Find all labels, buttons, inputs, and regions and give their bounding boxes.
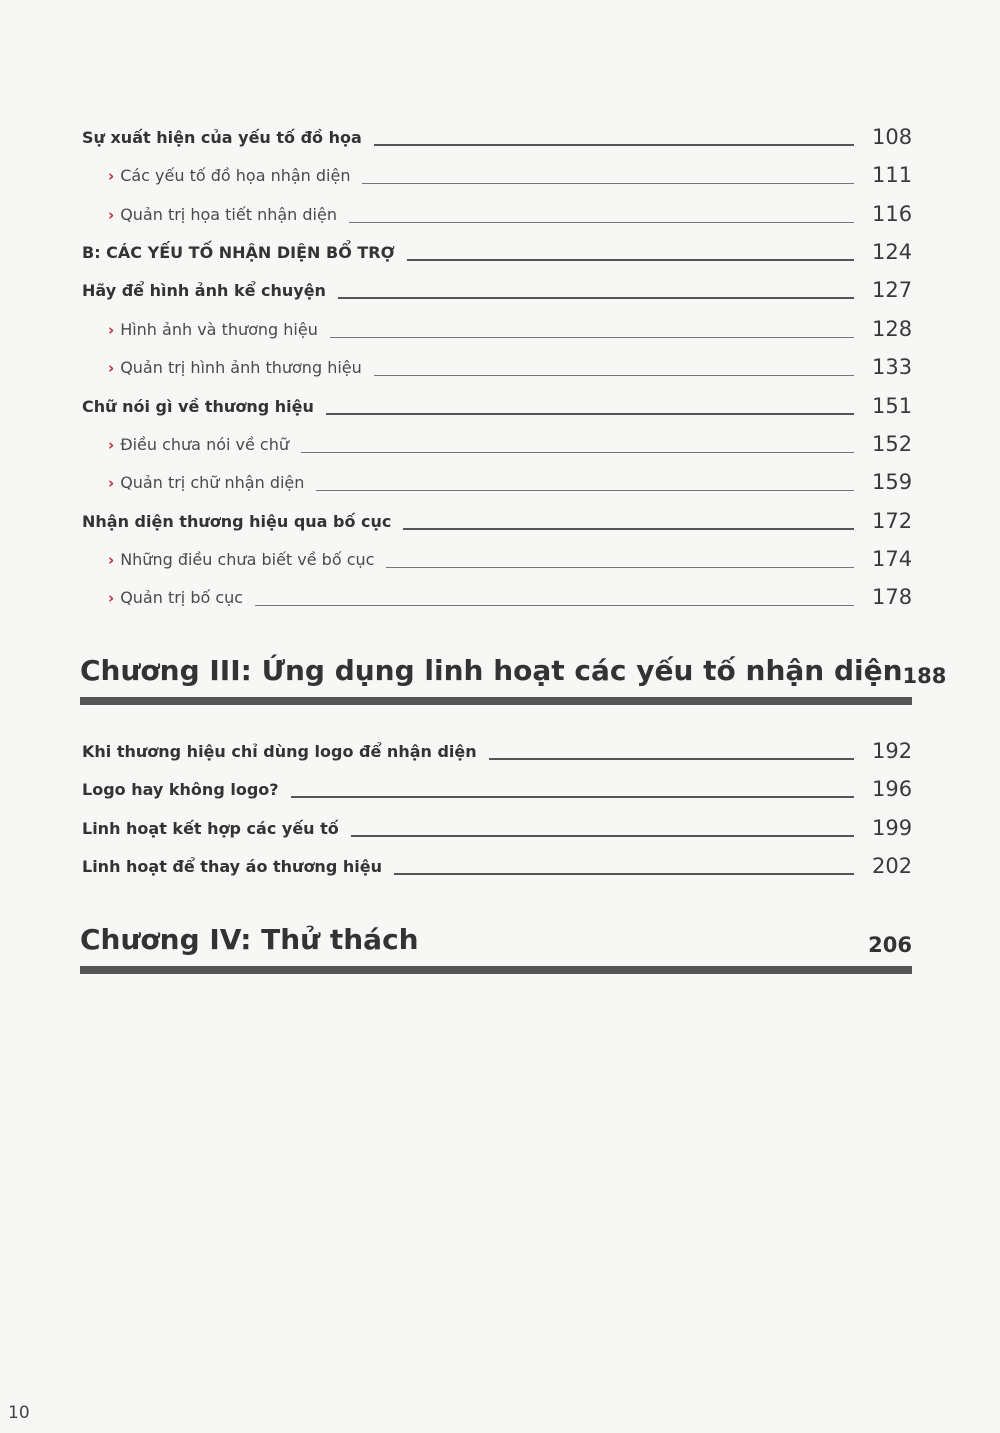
toc-entry[interactable] [82, 847, 912, 877]
toc-entry[interactable] [82, 732, 912, 762]
chapter-page: 206 [868, 933, 912, 957]
leader-line [291, 796, 854, 798]
leader-line [403, 528, 854, 530]
toc-entry-page: 124 [872, 240, 913, 264]
leader-line [316, 490, 854, 491]
toc-subentry[interactable] [108, 540, 912, 570]
toc-entry-label: Điều chưa nói về chữ [120, 435, 290, 454]
toc-entry-page: 178 [872, 585, 913, 609]
leader-line [349, 222, 854, 223]
chevron-right-icon: › [108, 359, 115, 377]
leader-line [326, 413, 854, 415]
toc-entry-label: Sự xuất hiện của yếu tố đồ họa [82, 128, 362, 147]
toc-section-entry[interactable] [82, 233, 912, 263]
toc-subentry[interactable] [108, 348, 912, 378]
toc-entry-label: B: CÁC YẾU TỐ NHẬN DIỆN BỔ TRỢ [82, 243, 395, 262]
chevron-right-icon: › [108, 321, 115, 339]
toc-entry-page: 174 [872, 547, 913, 571]
chevron-right-icon: › [108, 206, 115, 224]
toc-entry-label: Khi thương hiệu chỉ dùng logo để nhận diện [82, 742, 477, 761]
toc-subentry[interactable] [108, 425, 912, 455]
toc-subentry[interactable] [108, 463, 912, 493]
toc-entry-label: Các yếu tố đồ họa nhận diện [120, 166, 351, 185]
chapter-heading[interactable] [80, 648, 947, 688]
toc-entry-label: Logo hay không logo? [82, 780, 279, 799]
chevron-right-icon: › [108, 167, 115, 185]
toc-entry-page: 152 [872, 432, 913, 456]
toc-entry-page: 127 [872, 278, 913, 302]
toc-subentry[interactable] [108, 310, 912, 340]
toc-subentry[interactable] [108, 578, 912, 608]
page-number: 10 [8, 1403, 30, 1423]
toc-entry-label: Linh hoạt kết hợp các yếu tố [82, 819, 339, 838]
chevron-right-icon: › [108, 589, 115, 607]
toc-entry[interactable] [82, 502, 912, 532]
chapter-heading[interactable] [80, 917, 912, 957]
leader-line [386, 567, 854, 568]
chapter-title: Chương III: Ứng dụng linh hoạt các yếu tố nhận diện [80, 654, 903, 687]
toc-entry-label: Linh hoạt để thay áo thương hiệu [82, 857, 382, 876]
toc-entry[interactable] [82, 809, 912, 839]
leader-line [489, 758, 854, 760]
toc-entry-page: 172 [872, 509, 913, 533]
toc-entry-page: 159 [872, 470, 913, 494]
toc-entry-label: Chữ nói gì về thương hiệu [82, 397, 314, 416]
toc-entry-page: 111 [872, 163, 913, 187]
chapter-page: 188 [902, 664, 947, 688]
toc-entry-page: 108 [872, 125, 913, 149]
leader-line [362, 183, 854, 184]
toc-subentry[interactable] [108, 195, 912, 225]
leader-line [255, 605, 854, 606]
toc-entry[interactable] [82, 118, 912, 148]
leader-line [407, 259, 854, 261]
toc-entry-label: Nhận diện thương hiệu qua bố cục [82, 512, 392, 531]
toc-entry-label: Hình ảnh và thương hiệu [120, 320, 318, 339]
toc-entry-page: 128 [872, 317, 913, 341]
toc-entry-label: Những điều chưa biết về bố cục [120, 550, 375, 569]
leader-line [330, 337, 854, 338]
leader-line [338, 297, 854, 299]
toc-entry-page: 202 [872, 854, 913, 878]
leader-line [351, 835, 854, 837]
chevron-right-icon: › [108, 474, 115, 492]
leader-line [374, 144, 854, 146]
leader-line [374, 375, 854, 376]
toc-entry-label: Quản trị bố cục [120, 588, 244, 607]
chapter-divider [80, 966, 912, 974]
toc-entry[interactable] [82, 770, 912, 800]
chevron-right-icon: › [108, 436, 115, 454]
toc-entry-label: Quản trị hình ảnh thương hiệu [120, 358, 362, 377]
toc-entry-page: 196 [872, 777, 913, 801]
toc-entry-page: 151 [872, 394, 913, 418]
toc-entry-page: 199 [872, 816, 913, 840]
chapter-title: Chương IV: Thử thách [80, 923, 419, 956]
toc-entry-label: Quản trị họa tiết nhận diện [120, 205, 337, 224]
chevron-right-icon: › [108, 551, 115, 569]
toc-entry[interactable] [82, 271, 912, 301]
leader-line [394, 873, 854, 875]
toc-entry-page: 192 [872, 739, 913, 763]
toc-entry-label: Quản trị chữ nhận diện [120, 473, 305, 492]
toc-subentry[interactable] [108, 156, 912, 186]
toc-entry-page: 133 [872, 355, 913, 379]
toc-entry[interactable] [82, 387, 912, 417]
chapter-divider [80, 697, 912, 705]
toc-entry-label: Hãy để hình ảnh kể chuyện [82, 281, 326, 300]
toc-entry-page: 116 [872, 202, 913, 226]
leader-line [301, 452, 854, 453]
